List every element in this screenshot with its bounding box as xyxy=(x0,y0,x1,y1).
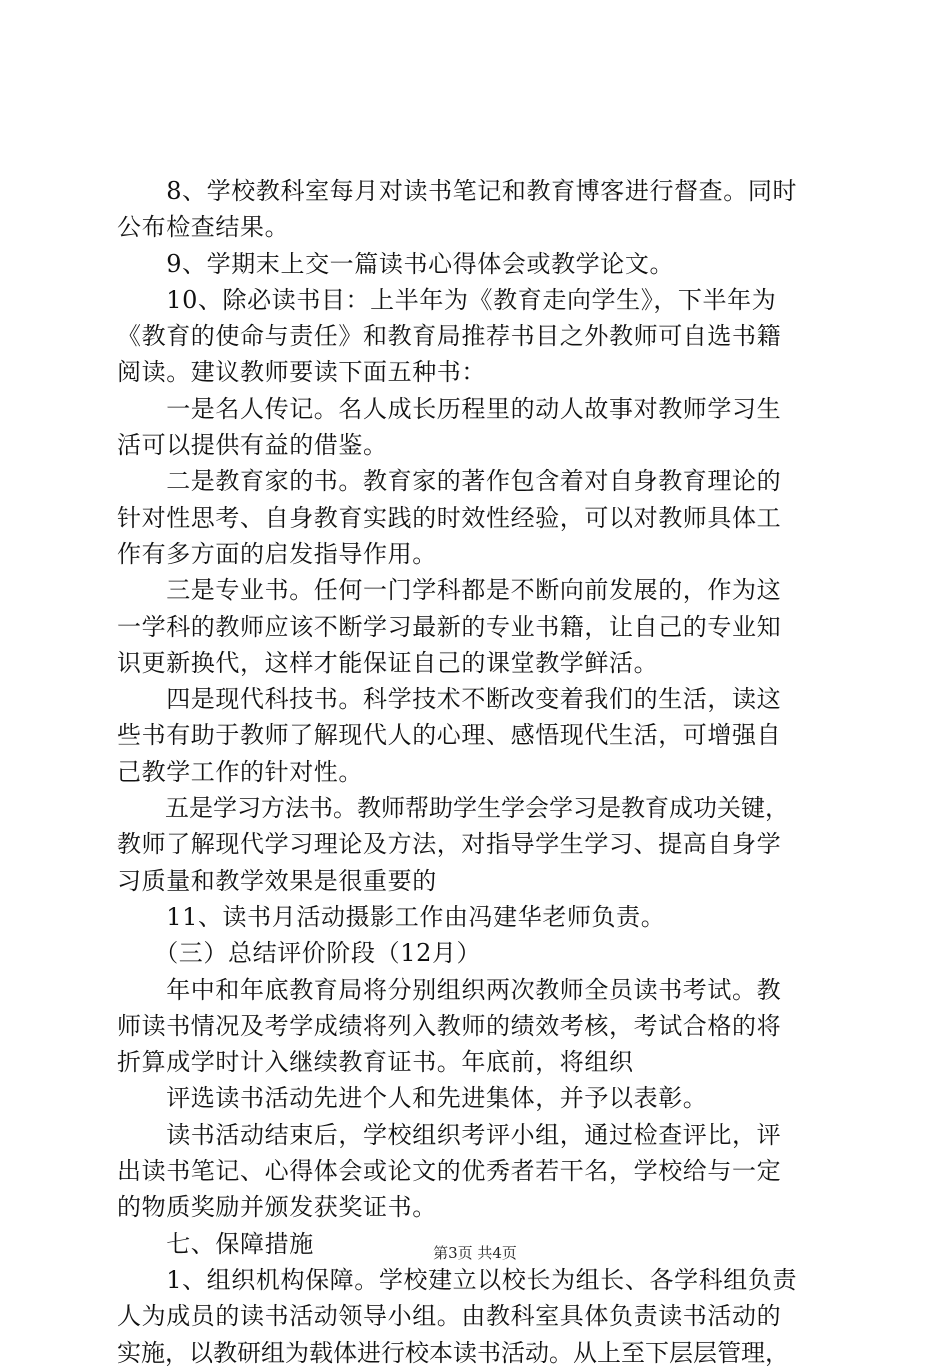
text-line: 习质量和教学效果是很重要的 xyxy=(117,866,437,895)
text-line: 三是专业书。任何一门学科都是不断向前发展的，作为这 xyxy=(117,576,782,605)
text-line: 年中和年底教育局将分别组织两次教师全员读书考试。教 xyxy=(117,975,782,1004)
text-line: 出读书笔记、心得体会或论文的优秀者若干名，学校给与一定 xyxy=(117,1157,782,1186)
text-line: 一是名人传记。名人成长历程里的动人故事对教师学习生 xyxy=(117,394,782,423)
text-line: 四是现代科技书。科学技术不断改变着我们的生活，读这 xyxy=(117,685,782,714)
text-line: 折算成学时计入继续教育证书。年底前，将组织 xyxy=(117,1048,634,1077)
text-line: 己教学工作的针对性。 xyxy=(117,757,363,786)
text-line: 活可以提供有益的借鉴。 xyxy=(117,431,388,460)
text-line: 阅读。建议教师要读下面五种书： xyxy=(117,358,486,387)
text-line: 五是学习方法书。教师帮助学生学会学习是教育成功关键， xyxy=(117,794,789,823)
text-line: 11、读书月活动摄影工作由冯建华老师负责。 xyxy=(117,902,666,931)
section-heading: （三）总结评价阶段（12月） xyxy=(117,939,482,968)
text-line: 二是教育家的书。教育家的著作包含着对自身教育理论的 xyxy=(117,467,782,496)
text-line: 1、组织机构保障。学校建立以校长为组长、各学科组负责 xyxy=(117,1265,798,1294)
text-line: 9、学期末上交一篇读书心得体会或教学论文。 xyxy=(117,249,675,278)
text-line: 的物质奖励并颁发获奖证书。 xyxy=(117,1193,437,1222)
text-line: 识更新换代，这样才能保证自己的课堂教学鲜活。 xyxy=(117,648,659,677)
text-line: 8、学校教科室每月对读书笔记和教育博客进行督查。同时 xyxy=(117,177,798,205)
text-line: 公布检查结果。 xyxy=(117,213,290,242)
text-line: 些书有助于教师了解现代人的心理、感悟现代生活，可增强自 xyxy=(117,721,782,750)
text-line: 一学科的教师应该不断学习最新的专业书籍，让自己的专业知 xyxy=(117,612,782,641)
text-line: 《教育的使命与责任》和教育局推荐书目之外教师可自选书籍 xyxy=(117,322,782,351)
text-line: 师读书情况及考学成绩将列入教师的绩效考核，考试合格的将 xyxy=(117,1011,782,1040)
page-number-footer: 第3页 共4页 xyxy=(433,1244,517,1262)
section-heading: 七、保障措施 xyxy=(117,1229,314,1258)
text-line: 实施，以教研组为载体进行校本读书活动。从上至下层层管理， xyxy=(117,1338,789,1367)
text-line: 教师了解现代学习理论及方法，对指导学生学习、提高自身学 xyxy=(117,830,782,859)
text-line: 针对性思考、自身教育实践的时效性经验，可以对教师具体工 xyxy=(117,503,782,532)
text-line: 读书活动结束后，学校组织考评小组，通过检查评比，评 xyxy=(117,1120,782,1149)
document-body xyxy=(117,173,841,1371)
text-line: 10、除必读书目：上半年为《教育走向学生》，下半年为 xyxy=(117,285,777,314)
text-line: 作有多方面的启发指导作用。 xyxy=(117,539,437,568)
text-line: 评选读书活动先进个人和先进集体，并予以表彰。 xyxy=(117,1084,708,1113)
text-line: 人为成员的读书活动领导小组。由教科室具体负责读书活动的 xyxy=(117,1302,782,1331)
